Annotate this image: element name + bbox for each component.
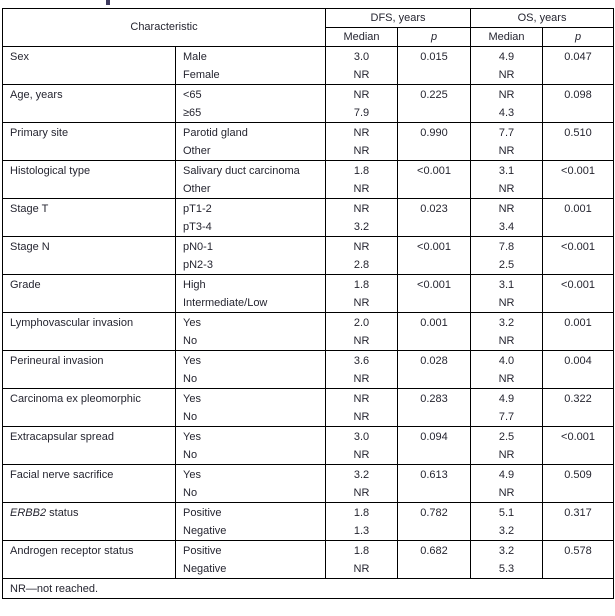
dfs-median-value: 3.2 (353, 220, 370, 233)
dfs-median-value: NR (353, 203, 370, 215)
dfs-group-header: DFS, years (326, 9, 471, 28)
os-median-cell (471, 199, 543, 237)
os-median-value: 3.1 (498, 279, 515, 291)
level-cell (176, 275, 326, 313)
table-row (3, 351, 614, 389)
dfs-median-cell (326, 275, 398, 313)
os-median-value: 5.3 (498, 562, 515, 575)
dfs-median-cell (326, 199, 398, 237)
os-median-value: NR (498, 372, 515, 385)
os-median-cell (471, 123, 543, 161)
os-median-value: 2.5 (498, 431, 515, 443)
characteristic-text: Perineural invasion (10, 355, 104, 367)
level-cell (176, 161, 326, 199)
level-label: Other (183, 144, 211, 157)
level-label: pT1-2 (183, 203, 212, 215)
dfs-p-value: 0.613 (420, 469, 448, 481)
dfs-median-value: NR (353, 448, 370, 461)
os-median-cell (471, 313, 543, 351)
dfs-p-value: <0.001 (417, 241, 451, 253)
os-median-value: 4.3 (498, 106, 515, 119)
dfs-median-cell (326, 161, 398, 199)
characteristic-text: Facial nerve sacrifice (10, 469, 114, 481)
os-p-value: 0.322 (564, 393, 592, 405)
characteristic-cell (3, 199, 176, 237)
dfs-median-value: NR (353, 296, 370, 309)
characteristic-text: Stage T (10, 203, 49, 215)
level-label: Negative (183, 524, 227, 537)
dfs-median-cell (326, 47, 398, 85)
os-median-value: 7.7 (498, 127, 515, 139)
dfs-median-value: 1.8 (353, 507, 370, 519)
os-p-value: 0.509 (564, 469, 592, 481)
os-p-value: 0.578 (564, 545, 592, 557)
univariate-analysis-table (2, 8, 614, 599)
characteristic-label (10, 315, 171, 333)
os-median-cell (471, 47, 543, 85)
dfs-p-cell (398, 541, 471, 579)
characteristic-cell (3, 237, 176, 275)
os-group-header: OS, years (471, 9, 614, 28)
dfs-median-cell (326, 313, 398, 351)
os-median-cell (471, 161, 543, 199)
dfs-median-value: NR (353, 127, 370, 139)
os-median-value: 4.9 (498, 51, 515, 63)
os-p-value: 0.001 (564, 203, 592, 215)
os-median-value: 4.9 (498, 393, 515, 405)
table-row (3, 465, 614, 503)
level-label: pN0-1 (183, 241, 213, 253)
table-row (3, 199, 614, 237)
dfs-median-cell (326, 85, 398, 123)
characteristic-cell (3, 161, 176, 199)
level-cell (176, 199, 326, 237)
os-median-cell (471, 541, 543, 579)
level-cell (176, 389, 326, 427)
cut-off-text-fragment (106, 0, 110, 5)
level-cell (176, 85, 326, 123)
level-label: Yes (183, 431, 201, 443)
os-p-value: <0.001 (561, 165, 595, 177)
characteristic-text: Extracapsular spread (10, 431, 114, 443)
os-median-value: 7.7 (498, 410, 515, 423)
os-p-cell (543, 47, 614, 85)
os-median-cell (471, 275, 543, 313)
dfs-p-cell (398, 199, 471, 237)
level-label: No (183, 486, 198, 499)
os-median-value: 4.0 (498, 355, 515, 367)
os-median-value: NR (498, 334, 515, 347)
dfs-p-value: <0.001 (417, 165, 451, 177)
characteristic-label (10, 201, 171, 219)
os-median-value: 3.2 (498, 524, 515, 537)
dfs-median-cell (326, 237, 398, 275)
os-p-cell (543, 427, 614, 465)
level-label: Female (183, 68, 220, 81)
characteristic-cell (3, 503, 176, 541)
level-label: Other (183, 182, 211, 195)
level-cell (176, 237, 326, 275)
level-label: pT3-4 (183, 220, 212, 233)
dfs-p-cell (398, 275, 471, 313)
os-p-value: <0.001 (561, 431, 595, 443)
dfs-median-cell (326, 389, 398, 427)
dfs-median-cell (326, 503, 398, 541)
os-p-cell (543, 161, 614, 199)
dfs-median-cell (326, 123, 398, 161)
characteristic-cell (3, 123, 176, 161)
table-row (3, 541, 614, 579)
dfs-median-value: NR (353, 486, 370, 499)
dfs-p-cell (398, 237, 471, 275)
table-row (3, 275, 614, 313)
dfs-p-value: 0.283 (420, 393, 448, 405)
os-median-value: 7.8 (498, 241, 515, 253)
characteristic-label (10, 505, 171, 523)
level-cell (176, 313, 326, 351)
characteristic-text: Androgen receptor status (10, 545, 134, 557)
characteristic-cell (3, 465, 176, 503)
dfs-median-cell (326, 427, 398, 465)
os-p-value: 0.004 (564, 355, 592, 367)
characteristic-text: status (46, 507, 79, 519)
dfs-median-value: NR (353, 241, 370, 253)
os-p-value: 0.510 (564, 127, 592, 139)
os-median-value: 3.2 (498, 317, 515, 329)
level-label: Positive (183, 507, 222, 519)
os-p-value: 0.317 (564, 507, 592, 519)
dfs-median-cell (326, 541, 398, 579)
os-median-value: NR (498, 68, 515, 81)
table-body (3, 47, 614, 579)
level-label: Salivary duct carcinoma (183, 165, 300, 177)
level-label: Parotid gland (183, 127, 248, 139)
gene-name-italic: ERBB2 (10, 507, 47, 519)
characteristic-cell (3, 47, 176, 85)
characteristic-cell (3, 427, 176, 465)
os-median-value: NR (498, 486, 515, 499)
level-cell (176, 47, 326, 85)
characteristic-label (10, 125, 171, 143)
characteristic-label (10, 87, 171, 105)
dfs-p-value: 0.782 (420, 507, 448, 519)
footnote-row (3, 579, 614, 599)
footnote: NR—not reached. (3, 579, 614, 599)
characteristic-cell (3, 313, 176, 351)
level-cell (176, 351, 326, 389)
characteristic-label (10, 49, 171, 67)
dfs-p-cell (398, 503, 471, 541)
os-median-cell (471, 427, 543, 465)
characteristic-text: Histological type (10, 165, 91, 177)
dfs-p-cell (398, 465, 471, 503)
characteristic-label (10, 467, 171, 485)
os-p-cell (543, 389, 614, 427)
characteristic-label (10, 543, 171, 561)
characteristic-text: Age, years (10, 89, 63, 101)
os-p-cell (543, 503, 614, 541)
dfs-median-value: NR (353, 182, 370, 195)
dfs-median-value: NR (353, 144, 370, 157)
characteristic-label (10, 429, 171, 447)
characteristic-text: Primary site (10, 127, 69, 139)
characteristic-text: Grade (10, 279, 41, 291)
dfs-median-value: 3.6 (353, 355, 370, 367)
os-p-header: p (543, 28, 614, 47)
dfs-p-value: 0.225 (420, 89, 448, 101)
characteristic-text: Lymphovascular invasion (10, 317, 134, 329)
dfs-median-value: 3.0 (353, 51, 370, 63)
os-median-cell (471, 237, 543, 275)
dfs-p-cell (398, 313, 471, 351)
os-median-value: 3.2 (498, 545, 515, 557)
dfs-median-value: NR (353, 562, 370, 575)
characteristic-label (10, 277, 171, 295)
level-cell (176, 503, 326, 541)
characteristic-label (10, 353, 171, 371)
dfs-p-cell (398, 427, 471, 465)
dfs-median-value: 3.0 (353, 431, 370, 443)
table-row (3, 47, 614, 85)
level-label: Intermediate/Low (183, 296, 268, 309)
os-p-value: 0.098 (564, 89, 592, 101)
level-label: Male (183, 51, 207, 63)
level-label: pN2-3 (183, 258, 213, 271)
dfs-median-value: NR (353, 334, 370, 347)
level-label: Negative (183, 562, 227, 575)
os-p-cell (543, 85, 614, 123)
os-median-cell (471, 465, 543, 503)
os-median-value: 5.1 (498, 507, 515, 519)
table-row (3, 123, 614, 161)
dfs-median-value: 1.8 (353, 165, 370, 177)
table-row (3, 313, 614, 351)
os-p-cell (543, 275, 614, 313)
dfs-p-value: 0.990 (420, 127, 448, 139)
os-p-cell (543, 199, 614, 237)
dfs-p-value: 0.023 (420, 203, 448, 215)
dfs-p-cell (398, 85, 471, 123)
dfs-p-value: 0.094 (420, 431, 448, 443)
os-p-cell (543, 351, 614, 389)
os-p-value: 0.047 (564, 51, 592, 63)
table-row (3, 427, 614, 465)
dfs-median-value: 1.8 (353, 545, 370, 557)
characteristic-label (10, 391, 171, 409)
os-median-value: NR (498, 448, 515, 461)
header-row-groups (3, 9, 614, 28)
dfs-p-value: 0.015 (420, 51, 448, 63)
dfs-median-cell (326, 351, 398, 389)
level-label: No (183, 448, 198, 461)
dfs-median-value: NR (353, 372, 370, 385)
level-label: No (183, 372, 198, 385)
os-median-value: 3.4 (498, 220, 515, 233)
os-median-value: NR (498, 296, 515, 309)
dfs-median-cell (326, 465, 398, 503)
os-median-header: Median (471, 28, 543, 47)
characteristic-text: Sex (10, 51, 29, 63)
dfs-median-value: 1.3 (353, 524, 370, 537)
os-p-cell (543, 313, 614, 351)
dfs-p-cell (398, 351, 471, 389)
dfs-p-value: <0.001 (417, 279, 451, 291)
os-p-value: 0.001 (564, 317, 592, 329)
os-p-cell (543, 237, 614, 275)
level-cell (176, 541, 326, 579)
os-median-value: 4.9 (498, 469, 515, 481)
level-label: Positive (183, 545, 222, 557)
dfs-p-value: 0.682 (420, 545, 448, 557)
os-median-value: NR (498, 89, 515, 101)
level-label: No (183, 410, 198, 423)
os-median-value: NR (498, 203, 515, 215)
table-footer (3, 579, 614, 599)
table-row (3, 161, 614, 199)
os-p-cell (543, 541, 614, 579)
level-cell (176, 123, 326, 161)
level-label: <65 (183, 89, 202, 101)
dfs-median-value: NR (353, 393, 370, 405)
os-median-cell (471, 85, 543, 123)
level-label: Yes (183, 355, 201, 367)
dfs-p-cell (398, 389, 471, 427)
level-label: Yes (183, 393, 201, 405)
level-cell (176, 427, 326, 465)
table-row (3, 85, 614, 123)
os-p-value: <0.001 (561, 241, 595, 253)
os-median-value: 3.1 (498, 165, 515, 177)
dfs-median-value: NR (353, 410, 370, 423)
characteristic-label (10, 239, 171, 257)
os-p-cell (543, 465, 614, 503)
level-label: Yes (183, 317, 201, 329)
os-median-cell (471, 389, 543, 427)
os-median-cell (471, 503, 543, 541)
dfs-p-cell (398, 47, 471, 85)
characteristic-text: Carcinoma ex pleomorphic (10, 393, 141, 405)
characteristic-cell (3, 85, 176, 123)
characteristic-cell (3, 351, 176, 389)
level-label: No (183, 334, 198, 347)
dfs-p-cell (398, 123, 471, 161)
os-p-cell (543, 123, 614, 161)
dfs-p-header: p (398, 28, 471, 47)
table-row (3, 237, 614, 275)
characteristic-cell (3, 275, 176, 313)
dfs-median-value: 7.9 (353, 106, 370, 119)
dfs-median-value: 3.2 (353, 469, 370, 481)
characteristic-label (10, 163, 171, 181)
level-label: High (183, 279, 206, 291)
os-median-value: NR (498, 182, 515, 195)
dfs-median-value: NR (353, 68, 370, 81)
dfs-median-value: NR (353, 89, 370, 101)
characteristic-cell (3, 541, 176, 579)
os-median-cell (471, 351, 543, 389)
dfs-median-header: Median (326, 28, 398, 47)
characteristic-cell (3, 389, 176, 427)
dfs-median-value: 2.8 (353, 258, 370, 271)
level-label: ≥65 (183, 106, 202, 119)
os-median-value: NR (498, 144, 515, 157)
os-median-value: 2.5 (498, 258, 515, 271)
dfs-p-value: 0.028 (420, 355, 448, 367)
level-label: Yes (183, 469, 201, 481)
table-row (3, 503, 614, 541)
table-header (3, 9, 614, 47)
dfs-p-value: 0.001 (420, 317, 448, 329)
characteristic-header: Characteristic (3, 9, 326, 47)
characteristic-text: Stage N (10, 241, 50, 253)
table-row (3, 389, 614, 427)
dfs-p-cell (398, 161, 471, 199)
level-cell (176, 465, 326, 503)
dfs-median-value: 1.8 (353, 279, 370, 291)
dfs-median-value: 2.0 (353, 317, 370, 329)
os-p-value: <0.001 (561, 279, 595, 291)
